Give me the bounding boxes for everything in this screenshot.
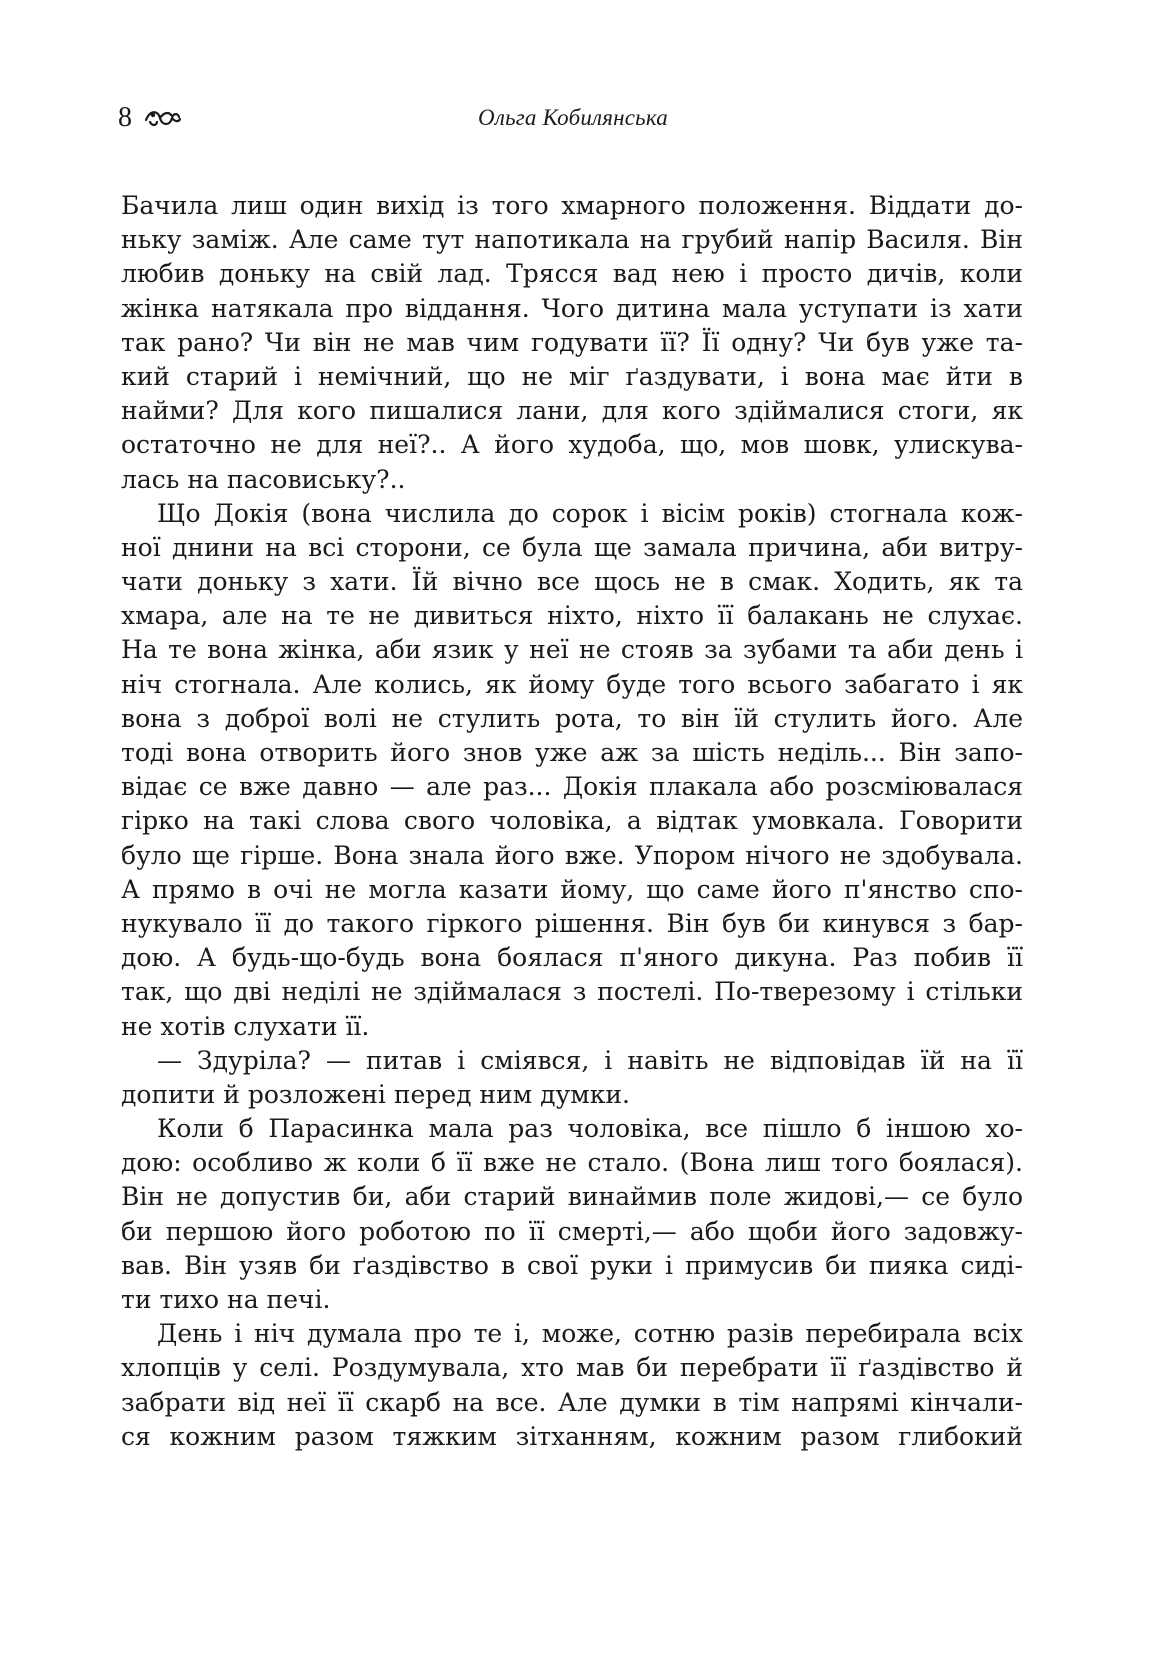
text-line: не хотів слухати її.: [121, 1011, 370, 1041]
text-line: Що Докія (вона числила до сорок і вісім років) стогнала кож-: [157, 498, 1023, 528]
text-line: гірко на такі слова свого чоловіка, а відтак умовкала. Говорити: [121, 806, 1023, 836]
text-line: кий старий і немічний, що не міг ґаздувати, і вона має йти в: [121, 361, 1023, 391]
text-line: А прямо в очі не могла казати йому, що саме його п'янство спо-: [121, 874, 1023, 904]
text-line: відає се вже давно — але раз... Докія плакала або розсміювалася: [121, 772, 1023, 802]
text-line: чати доньку з хати. Їй вічно все щось не в смак. Ходить, як та: [121, 567, 1023, 597]
text-line: любив доньку на свій лад. Трясся вад нею і просто дичів, коли: [121, 259, 1023, 289]
body-text: [121, 189, 1023, 1454]
text-line: лась на пасовиську?..: [121, 464, 406, 494]
text-line: хлопців у селі. Роздумувала, хто мав би перебрати її ґаздівство й: [121, 1353, 1023, 1383]
text-line: допити й розложені перед ним думки.: [121, 1079, 630, 1109]
text-line: Бачила лиш один вихід із того хмарного положення. Віддати до-: [121, 191, 1023, 220]
text-line: Коли б Парасинка мала раз чоловіка, все пішло б іншою хо-: [157, 1114, 1023, 1144]
text-line: остаточно не для неї?.. А його худоба, що, мов шовк, улискува-: [121, 430, 1023, 460]
text-line: ти тихо на печі.: [121, 1285, 331, 1314]
text-line: найми? Для кого пишалися лани, для кого здіймалися стоги, як: [121, 396, 1023, 426]
text-line: вона з доброї волі не стулить рота, то він їй стулить його. Але: [121, 703, 1023, 733]
text-line: забрати від неї її скарб на все. Але думки в тім напрямі кінчали-: [121, 1387, 1023, 1417]
text-line: На те вона жінка, аби язик у неї не стояв за зубами та аби день і: [121, 635, 1023, 665]
text-line: ної днини на всі сторони, се була ще замала причина, аби витру-: [121, 532, 1023, 562]
running-title: Ольга Кобилянська: [478, 105, 668, 130]
page-header: [118, 98, 1028, 138]
text-line: ся кожним разом тяжким зітханням, кожним разом глибокий: [121, 1421, 1023, 1451]
text-line: дою: особливо ж коли б її вже не стало. (Вона лиш того боялася).: [121, 1148, 1023, 1178]
text-line: так, що дві неділі не здіймалася з постелі. По-тверезому і стільки: [121, 977, 1023, 1007]
text-line: дою. А будь-що-будь вона боялася п'яного дикуна. Раз побив її: [121, 943, 1023, 973]
text-line: було ще гірше. Вона знала його вже. Упором нічого не здобувала.: [121, 840, 1023, 870]
page-number: 8: [118, 102, 132, 133]
text-line: тоді вона отворить його знов уже аж за шість неділь... Він запо-: [121, 738, 1023, 767]
text-line: би першою його роботою по її смерті,— або щоби його задовжу-: [121, 1216, 1023, 1246]
text-line: хмара, але на те не дивиться ніхто, ніхто її балакань не слухає.: [121, 601, 1023, 631]
text-line: жінка натякала про віддання. Чого дитина мала уступати із хати: [121, 293, 1023, 323]
text-line: ньку заміж. Але саме тут напотикала на грубий напір Василя. Він: [121, 225, 1023, 255]
text-line: — Здуріла? — питав і сміявся, і навіть не відповідав їй на її: [157, 1045, 1023, 1075]
text-line: так рано? Чи він не мав чим годувати її? Її одну? Чи був уже та-: [121, 327, 1023, 357]
text-line: ніч стогнала. Але колись, як йому буде того всього забагато і як: [121, 669, 1023, 699]
text-line: Він не допустив би, аби старий винаймив поле жидові,— се було: [121, 1182, 1023, 1212]
text-line: вав. Він узяв би ґаздівство в свої руки і примусив би пияка сиді-: [121, 1250, 1023, 1280]
text-line: День і ніч думала про те і, може, сотню разів перебирала всіх: [157, 1319, 1023, 1349]
text-line: нукувало її до такого гіркого рішення. Він був би кинувся з бар-: [121, 908, 1023, 938]
